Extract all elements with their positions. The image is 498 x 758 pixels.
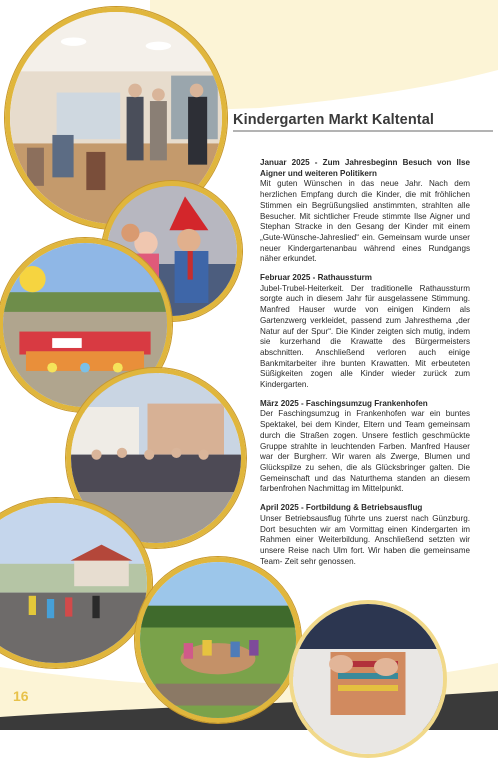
page-title: Kindergarten Markt Kaltental (233, 112, 435, 128)
photo-garden-visit (135, 557, 301, 723)
section-body-februar: Jubel-Trubel-Heiterkeit. Der traditionelle Rathaussturm sorgte auch in diesem Jahr für ausgelassene Stimmung. Manfred Hauser wurde von einigen Kindern als Gartenzwerg verkleidet, passend zum Jahresthema „der Natur auf der Spur“. Die Kinder zeigten sich mutig, indem sie kurzerhand die Krawatte des Bürgermeisters abschnitten. Anschließend verloren auch einige Bankmitarbeiter ihre bunten Krawatten. Mit erbeuteten Süßigkeiten zogen alle Kinder wieder zurück zum Kindergarten. (260, 283, 470, 390)
section-body-april: Unser Betriebsausflug führte uns zuerst nach Günzburg. Dort besuchten wir am Vormittag einen Kindergarten im Rahmen einer Weiterbildung. Anschließend setzten wir unsere Reise nach Ulm fort. Wir haben die gemeinsame Team- Zeit sehr genossen. (260, 513, 470, 566)
section-heading-april: April 2025 - Fortbildung & Betriebsausflug (260, 503, 423, 513)
photo-weaving (289, 600, 447, 758)
section-heading-februar: Februar 2025 - Rathaussturm (260, 273, 373, 283)
section-heading-maerz: März 2025 - Faschingsumzug Frankenhofen (260, 398, 428, 408)
section-body-januar: Mit guten Wünschen in das neue Jahr. Nach dem herzlichen Empfang durch die Kinder, die mit fröhlichen Stimmen ein Begrüßungslied anstimmten, strahlten alle Besucher. Mit sichtlicher Freude stimmte Ilse Aigner und Stephan Stracke in den Gesang der Kinder mit einem „Gute-Wünsche-Jahreslied“ ein. Gemeinsam wurde unser neuer Kindergartenanbau während eines Rundgangs näher erkundet. (260, 179, 470, 264)
title-underline (233, 130, 493, 132)
section-heading-januar: Januar 2025 - Zum Jahresbeginn Besuch von Ilse Aigner und weiteren Politikern (260, 158, 470, 178)
article-content (260, 158, 470, 575)
section-body-maerz: Der Faschingsumzug in Frankenhofen war ein buntes Spektakel, bei dem Kinder, Eltern und Team gemeinsam durch die Straßen zogen. Unsere festlich geschmückte Gruppe strahlte in leuchtenden Farben. Manfred Hauser war der Burgherr. Wir waren als Zwerge, Blumen und Glückspilze zu sehen, die als Glücksbringer galten. Die Gemeinschaft und das Naturthema standen an diesem farbenfrohen Nachmittag im Mittelpunkt. (260, 409, 470, 494)
page-number: 16 (13, 688, 29, 704)
